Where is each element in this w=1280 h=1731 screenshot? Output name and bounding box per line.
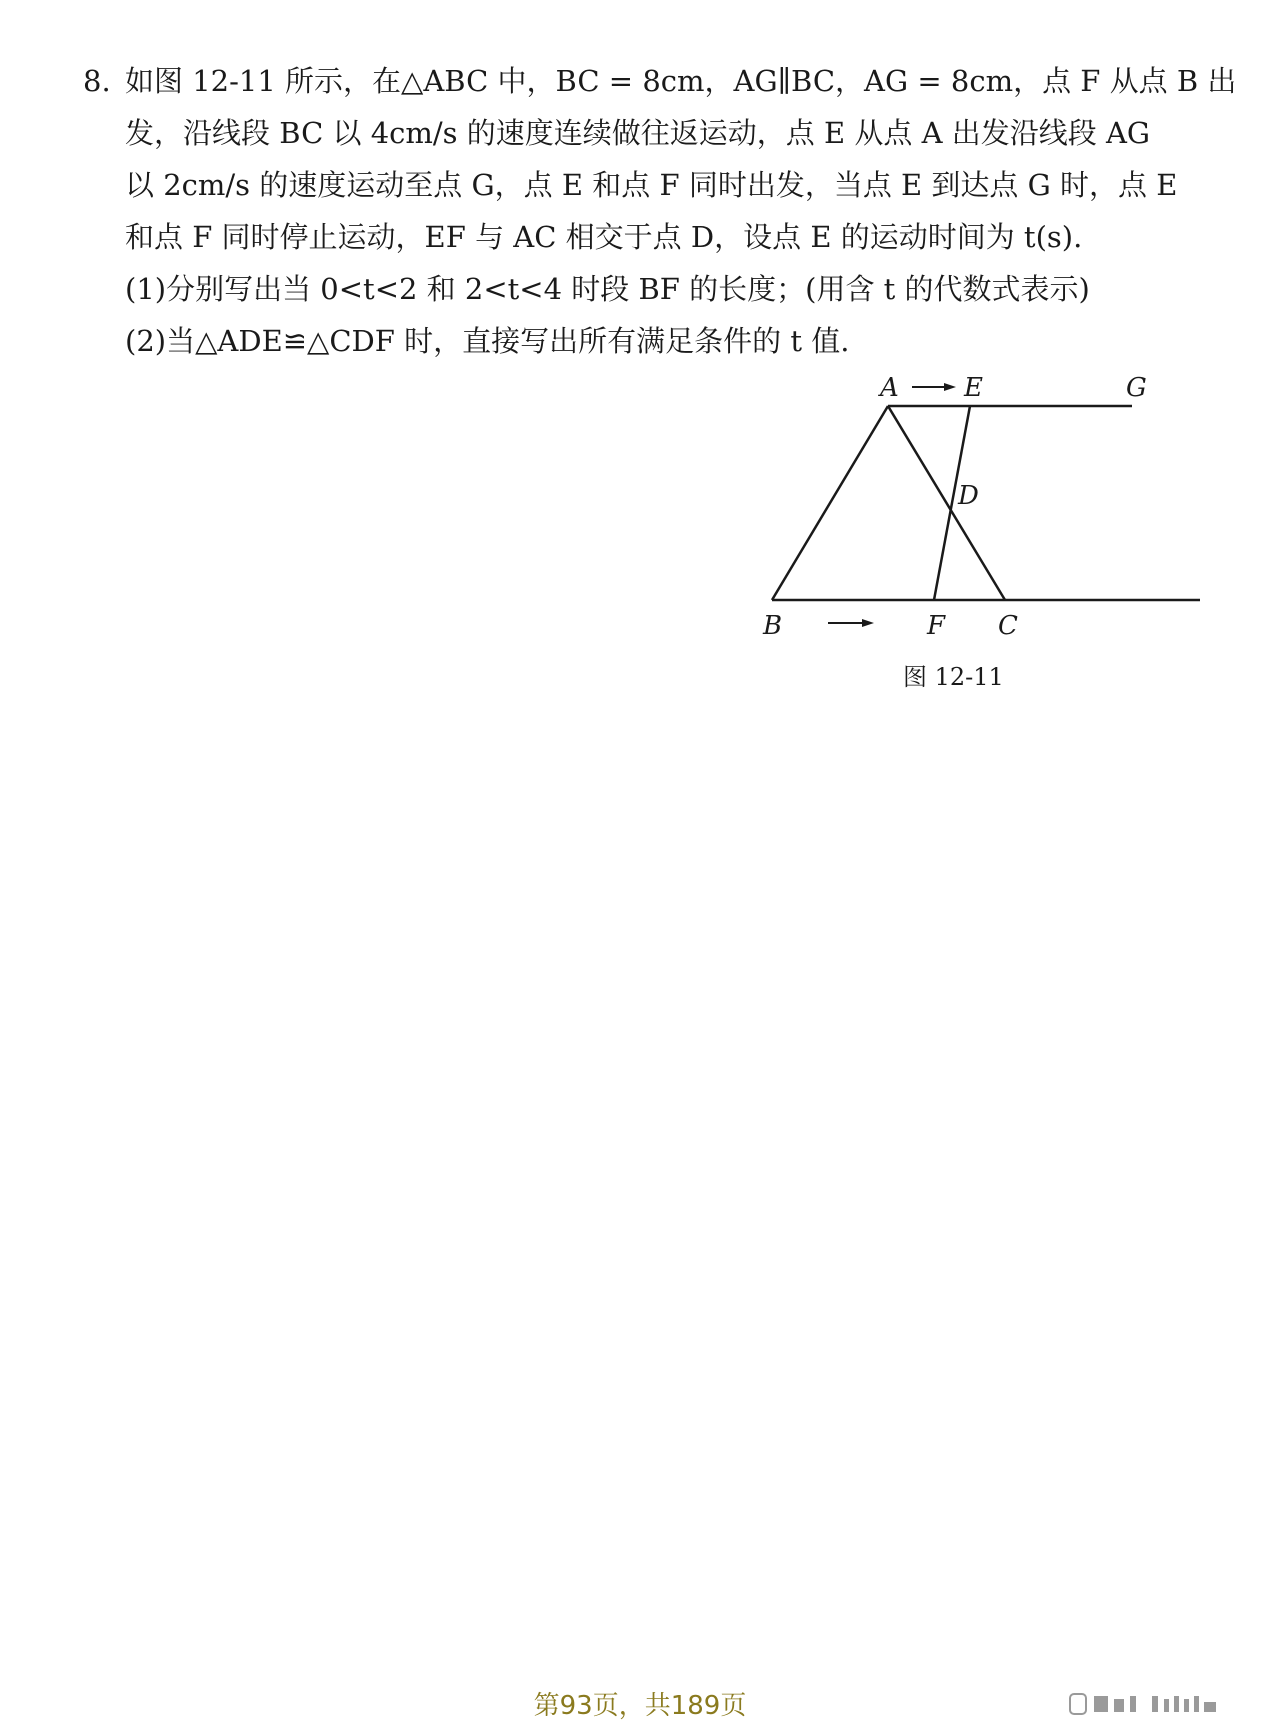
geometry-diagram xyxy=(750,360,1210,660)
label-a: A xyxy=(880,373,899,403)
problem-statement xyxy=(83,55,1237,367)
question-2: (2)当△ADE≌△CDF 时，直接写出所有满足条件的 t 值. xyxy=(125,324,850,358)
problem-line-2: 发，沿线段 BC 以 4cm/s 的速度连续做往返运动，点 E 从点 A 出发沿线段 AG xyxy=(125,116,1151,150)
problem-number: 8. xyxy=(83,64,111,98)
label-d: D xyxy=(958,481,979,511)
problem-line-4: 和点 F 同时停止运动，EF 与 AC 相交于点 D，设点 E 的运动时间为 t(s). xyxy=(125,220,1083,254)
label-g: G xyxy=(1126,373,1147,403)
label-f: F xyxy=(927,611,946,641)
label-c: C xyxy=(998,611,1018,641)
page-number-footer: 第93页，共189页 xyxy=(533,1691,747,1721)
watermark-logo xyxy=(1068,1690,1268,1718)
question-1: (1)分别写出当 0<t<2 和 2<t<4 时段 BF 的长度；(用含 t 的代数式表示) xyxy=(125,272,1090,306)
figure-caption: 图 12-11 xyxy=(903,663,1004,691)
arrow-e-head xyxy=(944,383,956,391)
segment-ac xyxy=(888,406,1005,600)
problem-line-1 xyxy=(83,55,1237,107)
problem-text: 如图 12-11 所示，在△ABC 中，BC = 8cm，AG∥BC，AG = 8cm，点 F 从点 B 出 xyxy=(125,64,1237,98)
label-e: E xyxy=(964,373,983,403)
problem-line-3: 以 2cm/s 的速度运动至点 G，点 E 和点 F 同时出发，当点 E 到达点 G 时，点 E xyxy=(125,168,1178,202)
label-b: B xyxy=(763,611,783,641)
segment-ab xyxy=(772,406,888,600)
geometry-figure xyxy=(750,360,1210,690)
arrow-f-head xyxy=(862,619,874,627)
